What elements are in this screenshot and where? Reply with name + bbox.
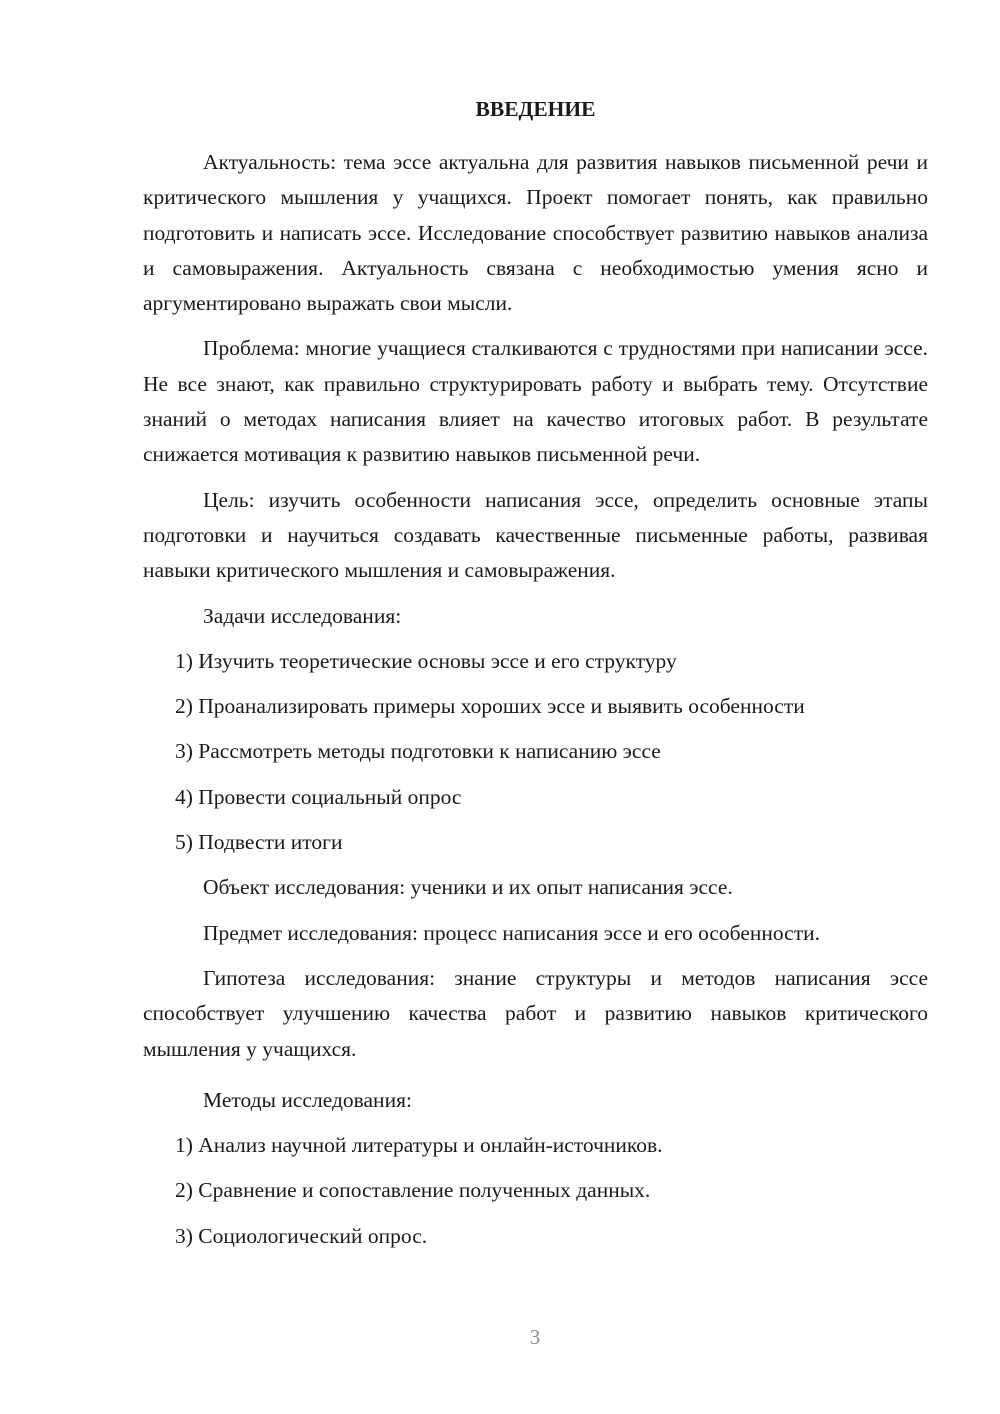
tasks-label: Задачи исследования: xyxy=(203,603,402,628)
list-item: 2) Сравнение и сопоставление полученных данных. xyxy=(175,1178,651,1203)
list-item: 5) Подвести итоги xyxy=(175,830,343,855)
page-number: 3 xyxy=(529,1325,541,1349)
tasks-list xyxy=(143,644,928,860)
methods-label: Методы исследования: xyxy=(203,1087,412,1112)
goal-paragraph: Цель: изучить особенности написания эссе, определить основные этапы подготовки и научиться создавать качественные письменные работы, развивая навыки критического мышления и самовыражения. xyxy=(143,487,928,583)
relevance-paragraph: Актуальность: тема эссе актуальна для развития навыков письменной речи и критического мышления у учащихся. Проект помогает понять, как правильно подготовить и написать эссе. Исследование способствует развитию навыков анализа и самовыражения. Актуальность связана с необходимостью умения ясно и аргументировано выражать свои мысли. xyxy=(143,150,928,316)
problem-paragraph: Проблема: многие учащиеся сталкиваются с трудностями при написании эссе. Не все знают, как правильно структурировать работу и выбрать тему. Отсутствие знаний о методах написания влияет на качество итоговых работ. В результате снижается мотивация к развитию навыков письменной речи. xyxy=(143,336,928,467)
object-line: Объект исследования: ученики и их опыт написания эссе. xyxy=(203,875,733,900)
list-item: 4) Провести социальный опрос xyxy=(175,784,462,809)
list-item: 3) Рассмотреть методы подготовки к написанию эссе xyxy=(175,739,661,764)
subject-line: Предмет исследования: процесс написания эссе и его особенности. xyxy=(203,920,820,945)
page-content xyxy=(143,92,928,1264)
list-item: 1) Анализ научной литературы и онлайн-источников. xyxy=(175,1133,663,1158)
list-item: 2) Проанализировать примеры хороших эссе и выявить особенности xyxy=(175,694,805,719)
hypothesis-paragraph: Гипотеза исследования: знание структуры и методов написания эссе способствует улучшению качества работ и развитию навыков критического мышления у учащихся. xyxy=(143,965,928,1061)
page-heading: ВВЕДЕНИЕ xyxy=(475,97,596,121)
methods-list xyxy=(143,1128,928,1254)
list-item: 3) Социологический опрос. xyxy=(175,1223,428,1248)
list-item: 1) Изучить теоретические основы эссе и его структуру xyxy=(175,648,677,673)
